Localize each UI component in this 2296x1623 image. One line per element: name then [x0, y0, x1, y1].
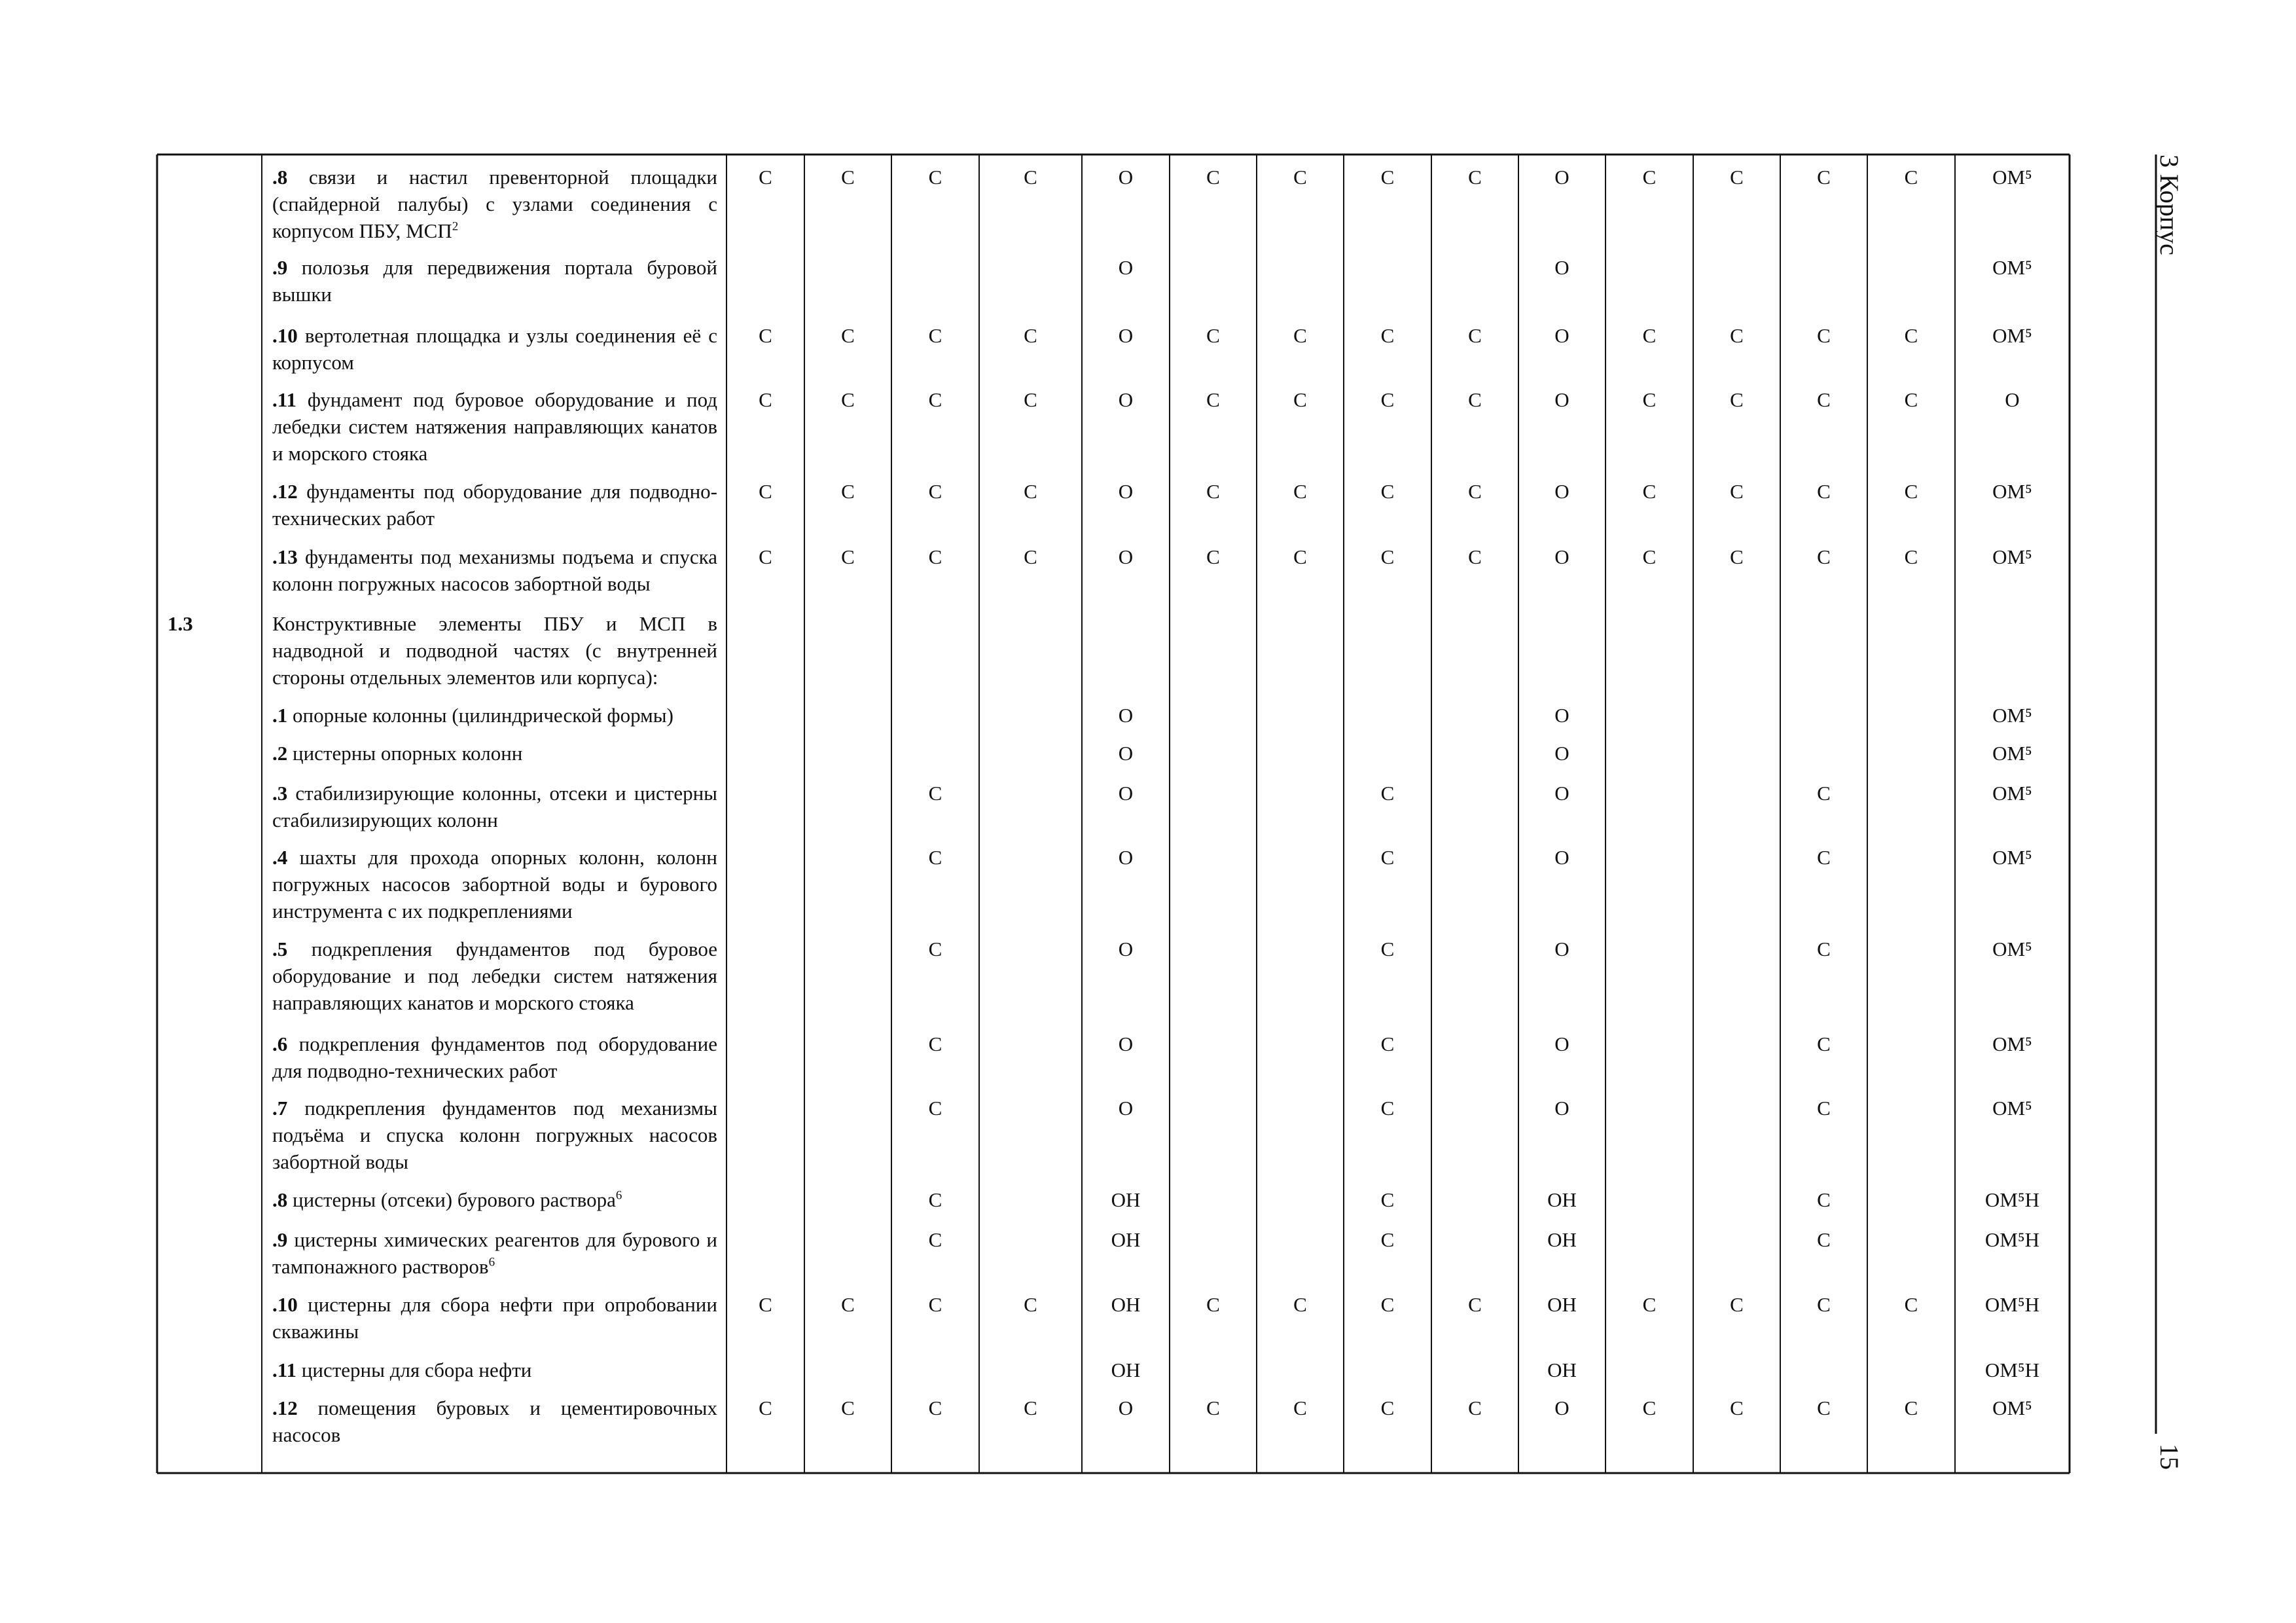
- survey-mark: О: [1554, 166, 1570, 189]
- survey-mark: С: [1206, 166, 1220, 189]
- survey-mark: С: [1817, 1097, 1831, 1120]
- survey-mark: ОМ⁵: [1992, 938, 2032, 960]
- survey-mark: С: [1730, 324, 1744, 347]
- survey-mark: С: [1730, 545, 1744, 568]
- survey-mark: С: [928, 1293, 942, 1316]
- survey-mark: С: [759, 1396, 772, 1419]
- item-number: .12: [272, 480, 298, 503]
- item-text: цистерны для сбора нефти при опробовании скважины: [272, 1293, 717, 1343]
- item-number: .5: [272, 938, 288, 960]
- item-description: [272, 1291, 717, 1345]
- survey-mark: О: [1554, 938, 1570, 960]
- survey-mark: О: [1554, 545, 1570, 568]
- item-text: подкрепления фундаментов под оборудование для подводно-технических работ: [272, 1032, 717, 1082]
- item-number: .1: [272, 704, 288, 727]
- survey-mark: С: [1293, 166, 1307, 189]
- survey-mark: О: [1118, 938, 1134, 960]
- survey-mark: ОМ⁵: [1992, 782, 2032, 805]
- survey-mark: С: [1293, 1396, 1307, 1419]
- survey-mark: С: [1380, 1293, 1395, 1316]
- survey-mark: С: [1206, 1293, 1220, 1316]
- item-description: [272, 386, 717, 467]
- item-text: цистерны опорных колонн: [287, 742, 523, 765]
- survey-mark: С: [1642, 1293, 1657, 1316]
- item-description: [272, 1095, 717, 1175]
- survey-mark: С: [1293, 324, 1307, 347]
- survey-mark: ОМ⁵: [1992, 704, 2032, 727]
- item-text: вертолетная площадка и узлы соединения её с корпусом: [272, 324, 717, 374]
- item-description: [272, 543, 717, 597]
- survey-mark: ОМ⁵: [1992, 846, 2032, 869]
- survey-mark: С: [1730, 480, 1744, 503]
- survey-mark: С: [1817, 938, 1831, 960]
- survey-mark: О: [1554, 388, 1570, 411]
- item-text: опорные колонны (цилиндрической формы): [287, 704, 673, 727]
- survey-mark: С: [1380, 1032, 1395, 1055]
- survey-mark: С: [1024, 1293, 1037, 1316]
- survey-mark: С: [1206, 1396, 1220, 1419]
- survey-mark: С: [928, 1032, 942, 1055]
- item-number: .13: [272, 545, 298, 568]
- item-description: [272, 936, 717, 1016]
- survey-mark: ОН: [1111, 1359, 1141, 1381]
- survey-mark: С: [1642, 388, 1657, 411]
- survey-mark: С: [1904, 324, 1918, 347]
- item-text: помещения буровых и цементировочных насосов: [272, 1396, 717, 1446]
- survey-mark: С: [1206, 480, 1220, 503]
- survey-mark: О: [1118, 742, 1134, 765]
- survey-mark: С: [1642, 166, 1657, 189]
- survey-mark: ОМ⁵: [1992, 1396, 2032, 1419]
- survey-mark: С: [759, 324, 772, 347]
- item-description: [272, 702, 717, 729]
- item-text: стабилизирующие колонны, отсеки и цистерны стабилизирующих колонн: [272, 782, 717, 831]
- survey-mark: С: [928, 938, 942, 960]
- survey-mark: С: [1380, 324, 1395, 347]
- running-title: 3 Корпус: [2155, 155, 2184, 255]
- survey-mark: С: [1206, 324, 1220, 347]
- item-text: полозья для передвижения портала буровой вышки: [272, 256, 717, 306]
- survey-mark: С: [841, 480, 855, 503]
- survey-mark: О: [1118, 388, 1134, 411]
- survey-mark: С: [1730, 388, 1744, 411]
- survey-mark: С: [841, 166, 855, 189]
- survey-mark: С: [1380, 1228, 1395, 1251]
- survey-mark: С: [1024, 480, 1037, 503]
- item-description: [272, 1186, 717, 1213]
- survey-mark: С: [1468, 480, 1482, 503]
- survey-mark: О: [1118, 704, 1134, 727]
- item-text: подкрепления фундаментов под буровое оборудование и под лебедки систем натяжения направляющих канатов и морского стояка: [272, 938, 717, 1014]
- survey-mark: ОН: [1547, 1293, 1577, 1316]
- survey-mark: ОН: [1547, 1228, 1577, 1251]
- item-description: [272, 322, 717, 376]
- survey-mark: С: [1904, 388, 1918, 411]
- survey-mark: С: [1380, 938, 1395, 960]
- item-text: цистерны химических реагентов для бурового и тампонажного растворов: [272, 1228, 717, 1278]
- item-description: [272, 780, 717, 833]
- survey-mark: С: [1817, 782, 1831, 805]
- survey-mark: ОМ⁵: [1992, 166, 2032, 189]
- survey-mark: С: [1730, 1396, 1744, 1419]
- survey-mark: ОМ⁵: [1992, 256, 2032, 279]
- survey-mark: ОМ⁵: [1992, 545, 2032, 568]
- survey-mark: С: [928, 846, 942, 869]
- survey-mark: С: [1642, 545, 1657, 568]
- survey-mark: ОМ⁵Н: [1984, 1293, 2040, 1316]
- survey-mark: С: [1642, 324, 1657, 347]
- survey-mark: С: [1904, 166, 1918, 189]
- survey-mark: С: [1904, 1293, 1918, 1316]
- item-number: .4: [272, 846, 288, 869]
- item-description: [272, 844, 717, 924]
- survey-mark: ОН: [1111, 1293, 1141, 1316]
- survey-mark: С: [1380, 166, 1395, 189]
- survey-mark: О: [1554, 742, 1570, 765]
- survey-mark: ОМ⁵Н: [1984, 1228, 2040, 1251]
- survey-mark: С: [1904, 480, 1918, 503]
- survey-mark: С: [928, 1228, 942, 1251]
- survey-mark: С: [1642, 480, 1657, 503]
- page-number: 15: [2155, 1444, 2184, 1470]
- survey-mark: ОН: [1111, 1188, 1141, 1211]
- survey-mark: О: [1554, 480, 1570, 503]
- item-number: .10: [272, 324, 298, 347]
- survey-mark: С: [1468, 1293, 1482, 1316]
- survey-mark: С: [1817, 545, 1831, 568]
- survey-mark: О: [1554, 324, 1570, 347]
- survey-mark: С: [928, 166, 942, 189]
- item-text: цистерны для сбора нефти: [296, 1359, 532, 1381]
- survey-mark: О: [1118, 782, 1134, 805]
- survey-mark: ОМ⁵: [1992, 480, 2032, 503]
- item-text: фундамент под буровое оборудование и под лебедки систем натяжения направляющих канатов и морского стояка: [272, 388, 717, 465]
- survey-mark: С: [841, 545, 855, 568]
- survey-mark: С: [1380, 1097, 1395, 1120]
- survey-mark: С: [928, 782, 942, 805]
- survey-mark: С: [1380, 480, 1395, 503]
- survey-mark: С: [1817, 166, 1831, 189]
- survey-mark: С: [1904, 1396, 1918, 1419]
- item-number: .11: [272, 1359, 297, 1381]
- item-number: .8: [272, 166, 288, 189]
- survey-mark: С: [1024, 388, 1037, 411]
- survey-mark: С: [928, 324, 942, 347]
- footnote-ref: 6: [615, 1188, 622, 1203]
- item-description: [272, 1226, 717, 1280]
- survey-mark: С: [1293, 1293, 1307, 1316]
- survey-mark: С: [1380, 846, 1395, 869]
- item-number: .12: [272, 1396, 298, 1419]
- survey-mark: С: [759, 388, 772, 411]
- item-number: .7: [272, 1097, 288, 1120]
- survey-mark: С: [1730, 1293, 1744, 1316]
- survey-mark: С: [1817, 1228, 1831, 1251]
- item-number: .9: [272, 256, 288, 279]
- survey-mark: О: [1118, 846, 1134, 869]
- survey-mark: С: [1904, 545, 1918, 568]
- survey-mark: О: [1554, 1032, 1570, 1055]
- survey-mark: С: [1293, 545, 1307, 568]
- survey-mark: С: [1380, 1396, 1395, 1419]
- survey-mark: О: [2005, 388, 2020, 411]
- item-description: [272, 1395, 717, 1448]
- survey-mark: ОМ⁵: [1992, 324, 2032, 347]
- survey-mark: С: [1468, 545, 1482, 568]
- survey-mark: С: [1293, 388, 1307, 411]
- survey-mark: С: [1024, 324, 1037, 347]
- survey-mark: С: [928, 1097, 942, 1120]
- survey-mark: С: [1817, 1188, 1831, 1211]
- survey-mark: С: [928, 1396, 942, 1419]
- survey-mark: С: [1024, 166, 1037, 189]
- item-text: фундаменты под оборудование для подводно-технических работ: [272, 480, 717, 530]
- survey-mark: О: [1118, 1032, 1134, 1055]
- survey-mark: С: [841, 1396, 855, 1419]
- survey-mark: С: [1817, 846, 1831, 869]
- item-description: [272, 610, 717, 691]
- survey-mark: С: [1468, 1396, 1482, 1419]
- survey-mark: С: [928, 388, 942, 411]
- item-description: [272, 1030, 717, 1084]
- item-description: [272, 164, 717, 244]
- item-text: Конструктивные элементы ПБУ и МСП в надводной и подводной частях (с внутренней стороны отдельных элементов или корпуса):: [272, 612, 717, 689]
- survey-mark: С: [1380, 545, 1395, 568]
- survey-mark: С: [841, 1293, 855, 1316]
- item-text: шахты для прохода опорных колонн, колонн погружных насосов забортной воды и бурового инструмента с их подкреплениями: [272, 846, 717, 922]
- footnote-ref: 6: [488, 1255, 495, 1269]
- survey-mark: С: [1293, 480, 1307, 503]
- item-text: подкрепления фундаментов под механизмы подъёма и спуска колонн погружных насосов забортной воды: [272, 1097, 717, 1173]
- survey-mark: С: [1024, 545, 1037, 568]
- survey-mark: О: [1118, 1396, 1134, 1419]
- survey-mark: С: [1024, 1396, 1037, 1419]
- survey-mark: С: [1206, 388, 1220, 411]
- survey-mark: С: [1206, 545, 1220, 568]
- survey-mark: О: [1118, 166, 1134, 189]
- survey-mark: С: [759, 480, 772, 503]
- survey-mark: О: [1118, 324, 1134, 347]
- section-number: 1.3: [168, 612, 193, 635]
- survey-mark: С: [1380, 1188, 1395, 1211]
- item-number: .9: [272, 1228, 288, 1251]
- item-number: .3: [272, 782, 288, 805]
- survey-mark: С: [1468, 324, 1482, 347]
- survey-mark: О: [1554, 1097, 1570, 1120]
- survey-mark: С: [841, 388, 855, 411]
- item-number: .8: [272, 1188, 288, 1211]
- survey-mark: О: [1554, 782, 1570, 805]
- survey-mark: ОМ⁵Н: [1984, 1188, 2040, 1211]
- survey-mark: С: [928, 1188, 942, 1211]
- survey-mark: С: [928, 480, 942, 503]
- item-description: [272, 1357, 717, 1383]
- survey-mark: О: [1554, 1396, 1570, 1419]
- item-number: .2: [272, 742, 288, 765]
- survey-mark: С: [1380, 388, 1395, 411]
- survey-mark: ОМ⁵Н: [1984, 1359, 2040, 1381]
- survey-mark: ОН: [1547, 1359, 1577, 1381]
- survey-mark: ОМ⁵: [1992, 742, 2032, 765]
- survey-mark: С: [1817, 1032, 1831, 1055]
- survey-mark: С: [1817, 480, 1831, 503]
- survey-mark: О: [1554, 704, 1570, 727]
- survey-mark: С: [759, 1293, 772, 1316]
- survey-mark: О: [1118, 545, 1134, 568]
- item-description: [272, 254, 717, 308]
- survey-mark: С: [1468, 166, 1482, 189]
- survey-mark: С: [1380, 782, 1395, 805]
- survey-mark: ОМ⁵: [1992, 1097, 2032, 1120]
- survey-mark: С: [928, 545, 942, 568]
- footnote-ref: 2: [452, 219, 459, 234]
- survey-mark: С: [1817, 1293, 1831, 1316]
- survey-mark: С: [1817, 324, 1831, 347]
- survey-mark: С: [1817, 1396, 1831, 1419]
- survey-mark: О: [1554, 846, 1570, 869]
- survey-mark: С: [759, 166, 772, 189]
- survey-mark: С: [1468, 388, 1482, 411]
- survey-mark: О: [1118, 480, 1134, 503]
- survey-mark: О: [1554, 256, 1570, 279]
- survey-mark: ОН: [1547, 1188, 1577, 1211]
- survey-mark: С: [759, 545, 772, 568]
- survey-mark: О: [1118, 1097, 1134, 1120]
- survey-mark: С: [1817, 388, 1831, 411]
- item-text: фундаменты под механизмы подъема и спуска колонн погружных насосов забортной воды: [272, 545, 717, 595]
- item-number: .11: [272, 388, 297, 411]
- item-number: .6: [272, 1032, 288, 1055]
- item-description: [272, 740, 717, 767]
- item-number: .10: [272, 1293, 298, 1316]
- item-description: [272, 478, 717, 532]
- item-text: цистерны (отсеки) бурового раствора: [287, 1188, 616, 1211]
- survey-mark: О: [1118, 256, 1134, 279]
- survey-mark: С: [1730, 166, 1744, 189]
- item-text: связи и настил превенторной площадки (спайдерной палубы) с узлами соединения с корпусом ПБУ, МСП: [272, 166, 717, 242]
- survey-mark: С: [841, 324, 855, 347]
- survey-mark: ОН: [1111, 1228, 1141, 1251]
- survey-mark: ОМ⁵: [1992, 1032, 2032, 1055]
- survey-mark: С: [1642, 1396, 1657, 1419]
